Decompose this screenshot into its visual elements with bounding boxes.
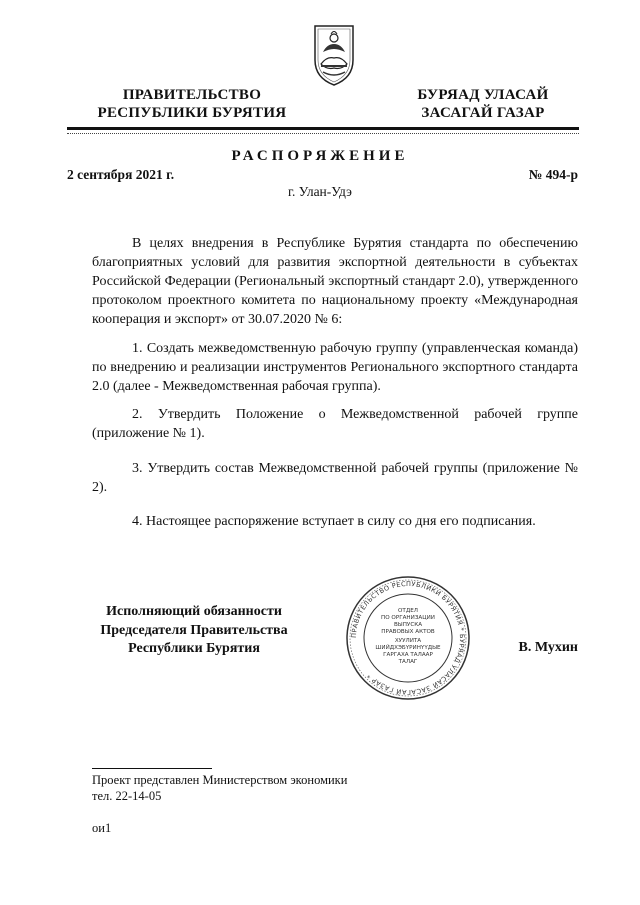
header-right-line1: БУРЯАД УЛАСАЙ xyxy=(417,87,549,103)
coat-of-arms-icon xyxy=(309,22,359,88)
stamp-line: ХУУЛИТА xyxy=(394,638,422,644)
footer-line2: тел. 22-14-05 xyxy=(92,789,162,803)
signatory-line2: Председателя Правительства xyxy=(100,622,288,638)
stamp-line: ШИЙДХЭБҮРИНҮҮДЫЕ xyxy=(375,645,441,651)
signatory-line1: Исполняющий обязанности xyxy=(106,604,282,619)
paragraph-item-3: 3. Утвердить состав Межведомственной рабочей группы (приложение № 2). xyxy=(92,461,578,495)
stamp-ring-text: ПРАВИТЕЛЬСТВО РЕСПУБЛИКИ БУРЯТИЯ * БУРЯАД УЛАСАЙ ЗАСАГАЙ ГАЗАР * xyxy=(349,579,467,697)
header-left-line2: РЕСПУБЛИКИ БУРЯТИЯ xyxy=(97,105,287,121)
paragraph-preamble: В целях внедрения в Республике Бурятия стандарта по обеспечению благоприятных условий для развития экспортной деятельности в субъектах Российской Федерации (Региональный экспортный стандарт 2.0), утвержденного протоколом проектного комитета по национальному проекту «Международная кооперация и экспорт» от 30.07.2020 № 6: xyxy=(92,236,578,327)
paragraph-item-4: 4. Настоящее распоряжение вступает в силу со дня его подписания. xyxy=(132,514,536,529)
header-right-line2: ЗАСАГАЙ ГАЗАР xyxy=(421,105,545,121)
paragraph-item-2: 2. Утвердить Положение о Межведомственной рабочей группе (приложение № 1). xyxy=(92,407,578,441)
header-left xyxy=(92,86,292,122)
header-rule xyxy=(67,127,579,130)
signatory-name: В. Мухин xyxy=(518,640,578,655)
doc-title: РАСПОРЯЖЕНИЕ xyxy=(231,148,409,164)
signatory-title xyxy=(92,603,296,659)
official-stamp xyxy=(345,575,471,701)
header-left-line1: ПРАВИТЕЛЬСТВО xyxy=(122,87,262,103)
header-right xyxy=(398,86,568,122)
doc-city: г. Улан-Удэ xyxy=(288,184,352,199)
stamp-line: ПРАВОВЫХ АКТОВ xyxy=(381,629,435,635)
footer-note xyxy=(92,772,347,804)
footer-line1: Проект представлен Министерством экономики xyxy=(92,773,348,787)
header-dotted-rule xyxy=(67,133,579,134)
signatory-line3: Республики Бурятия xyxy=(128,641,260,656)
footnote-rule xyxy=(92,768,212,769)
stamp-line: ОТДЕЛ xyxy=(398,608,418,614)
stamp-line: ГАРГАХА ТАЛААР xyxy=(383,652,433,658)
doc-date: 2 сентября 2021 г. xyxy=(67,167,175,182)
doc-number: № 494-р xyxy=(528,167,578,182)
paragraph-item-1: 1. Создать межведомственную рабочую группу (управленческая команда) по внедрению и реализации инструментов Регионального экспортного стандарта 2.0 (далее - Межведомственная рабочая группа). xyxy=(92,341,578,394)
stamp-line: ПО ОРГАНИЗАЦИИ xyxy=(381,615,435,621)
footer-code: ои1 xyxy=(92,821,112,835)
stamp-line: ВЫПУСКА xyxy=(393,622,423,628)
stamp-line: ТАЛАГ xyxy=(398,659,418,665)
